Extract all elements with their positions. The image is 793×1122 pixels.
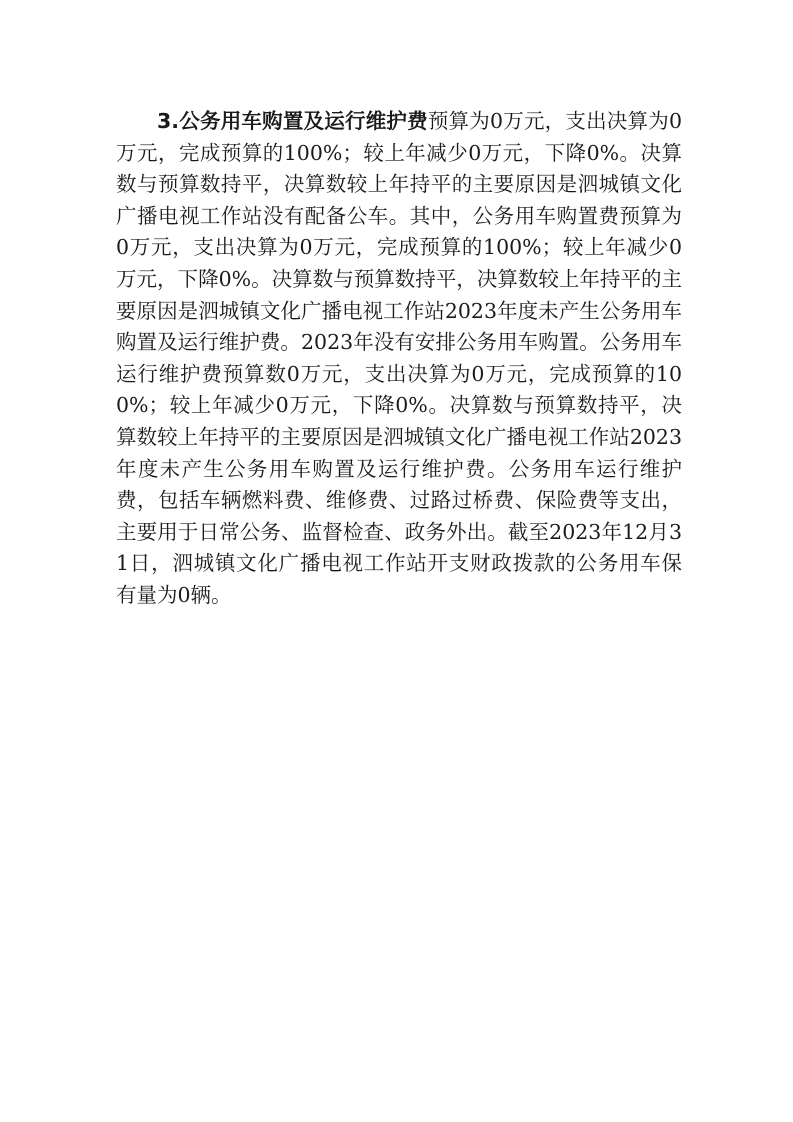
paragraph-text: 预算为0万元，支出决算为0万元，完成预算的100%；较上年减少0万元，下降0%。决算数与预算数持平，决算数较上年持平的主要原因是泗城镇文化广播电视工作站没有配备公车。其中，公务用车购置费预算为0万元，支出决算为0万元，完成预算的100%；较上年减少0万元，下降0%。决算数与预算数持平，决算数较上年持平的主要原因是泗城镇文化广播电视工作站2023年度未产生公务用车购置及运行维护费。2023年没有安排公务用车购置。公务用车运行维护费预算数0万元，支出决算为0万元，完成预算的100%；较上年减少0万元，下降0%。决算数与预算数持平，决算数较上年持平的主要原因是泗城镇文化广播电视工作站2023年度未产生公务用车购置及运行维护费。公务用车运行维护费，包括车辆燃料费、维修费、过路过桥费、保险费等支出，主要用于日常公务、监督检查、政务外出。截至2023年12月31日，泗城镇文化广播电视工作站开支财政拨款的公务用车保有量为0辆。 [116,109,682,607]
body-paragraph [116,106,682,612]
section-heading: 3.公务用车购置及运行维护费 [157,109,428,133]
